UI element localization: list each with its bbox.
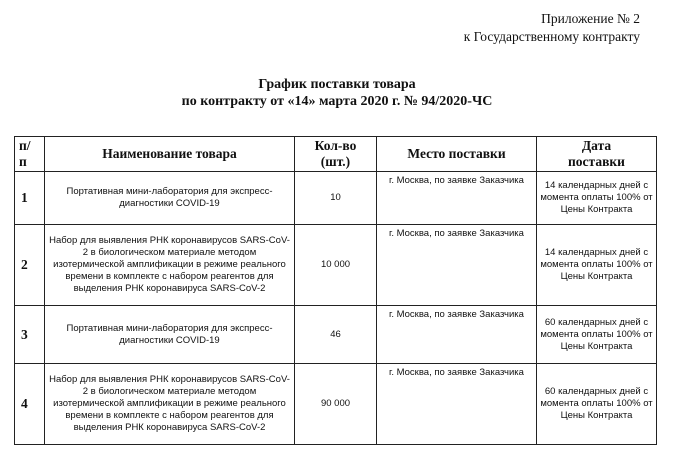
row-delivery-date: 60 календарных дней с момента оплаты 100% от Цены Контракта <box>537 306 657 364</box>
appendix-reference: к Государственному контракту <box>463 29 640 44</box>
row-product-name: Набор для выявления РНК коронавирусов SARS-CoV-2 в биологическом материале методом изотермической амплификации в режиме реального времени в комплекте с набором реагентов для выделения РНК коронавируса SARS-CoV-2 <box>45 225 295 306</box>
document-title <box>0 76 674 110</box>
row-quantity: 90 000 <box>295 364 377 445</box>
row-delivery-date: 14 календарных дней с момента оплаты 100% от Цены Контракта <box>537 172 657 225</box>
appendix-number: Приложение № 2 <box>541 11 640 26</box>
row-delivery-place: г. Москва, по заявке Заказчика <box>377 225 537 306</box>
row-product-name: Набор для выявления РНК коронавирусов SARS-CoV-2 в биологическом материале методом изотермической амплификации в режиме реального времени в комплекте с набором реагентов для выделения РНК коронавируса SARS-CoV-2 <box>45 364 295 445</box>
row-quantity: 10 <box>295 172 377 225</box>
row-delivery-date: 14 календарных дней с момента оплаты 100% от Цены Контракта <box>537 225 657 306</box>
row-number: 2 <box>15 225 45 306</box>
header-number <box>15 137 45 172</box>
header-quantity-line2: (шт.) <box>320 154 351 169</box>
title-line-1: График поставки товара <box>258 77 416 92</box>
header-date <box>537 137 657 172</box>
header-quantity-line1: Кол-во <box>314 138 357 153</box>
header-number-line1: п/ <box>19 138 31 153</box>
row-delivery-place: г. Москва, по заявке Заказчика <box>377 306 537 364</box>
table-header-row <box>15 137 657 172</box>
table-row <box>15 172 657 225</box>
table-row <box>15 225 657 306</box>
header-date-line2: поставки <box>568 154 625 169</box>
row-delivery-place: г. Москва, по заявке Заказчика <box>377 364 537 445</box>
table-row <box>15 306 657 364</box>
appendix-header <box>464 10 640 46</box>
header-name: Наименование товара <box>45 137 295 172</box>
header-number-line2: п <box>19 154 27 169</box>
delivery-schedule-table <box>14 136 657 445</box>
header-quantity <box>295 137 377 172</box>
row-quantity: 10 000 <box>295 225 377 306</box>
title-line-2: по контракту от «14» марта 2020 г. № 94/2020-ЧС <box>181 94 493 109</box>
row-quantity: 46 <box>295 306 377 364</box>
row-delivery-date: 60 календарных дней с момента оплаты 100% от Цены Контракта <box>537 364 657 445</box>
row-number: 3 <box>15 306 45 364</box>
row-product-name: Портативная мини-лаборатория для экспресс-диагностики COVID-19 <box>45 172 295 225</box>
row-delivery-place: г. Москва, по заявке Заказчика <box>377 172 537 225</box>
row-number: 1 <box>15 172 45 225</box>
header-date-line1: Дата <box>581 138 612 153</box>
header-place: Место поставки <box>377 137 537 172</box>
row-product-name: Портативная мини-лаборатория для экспресс-диагностики COVID-19 <box>45 306 295 364</box>
row-number: 4 <box>15 364 45 445</box>
table-row <box>15 364 657 445</box>
